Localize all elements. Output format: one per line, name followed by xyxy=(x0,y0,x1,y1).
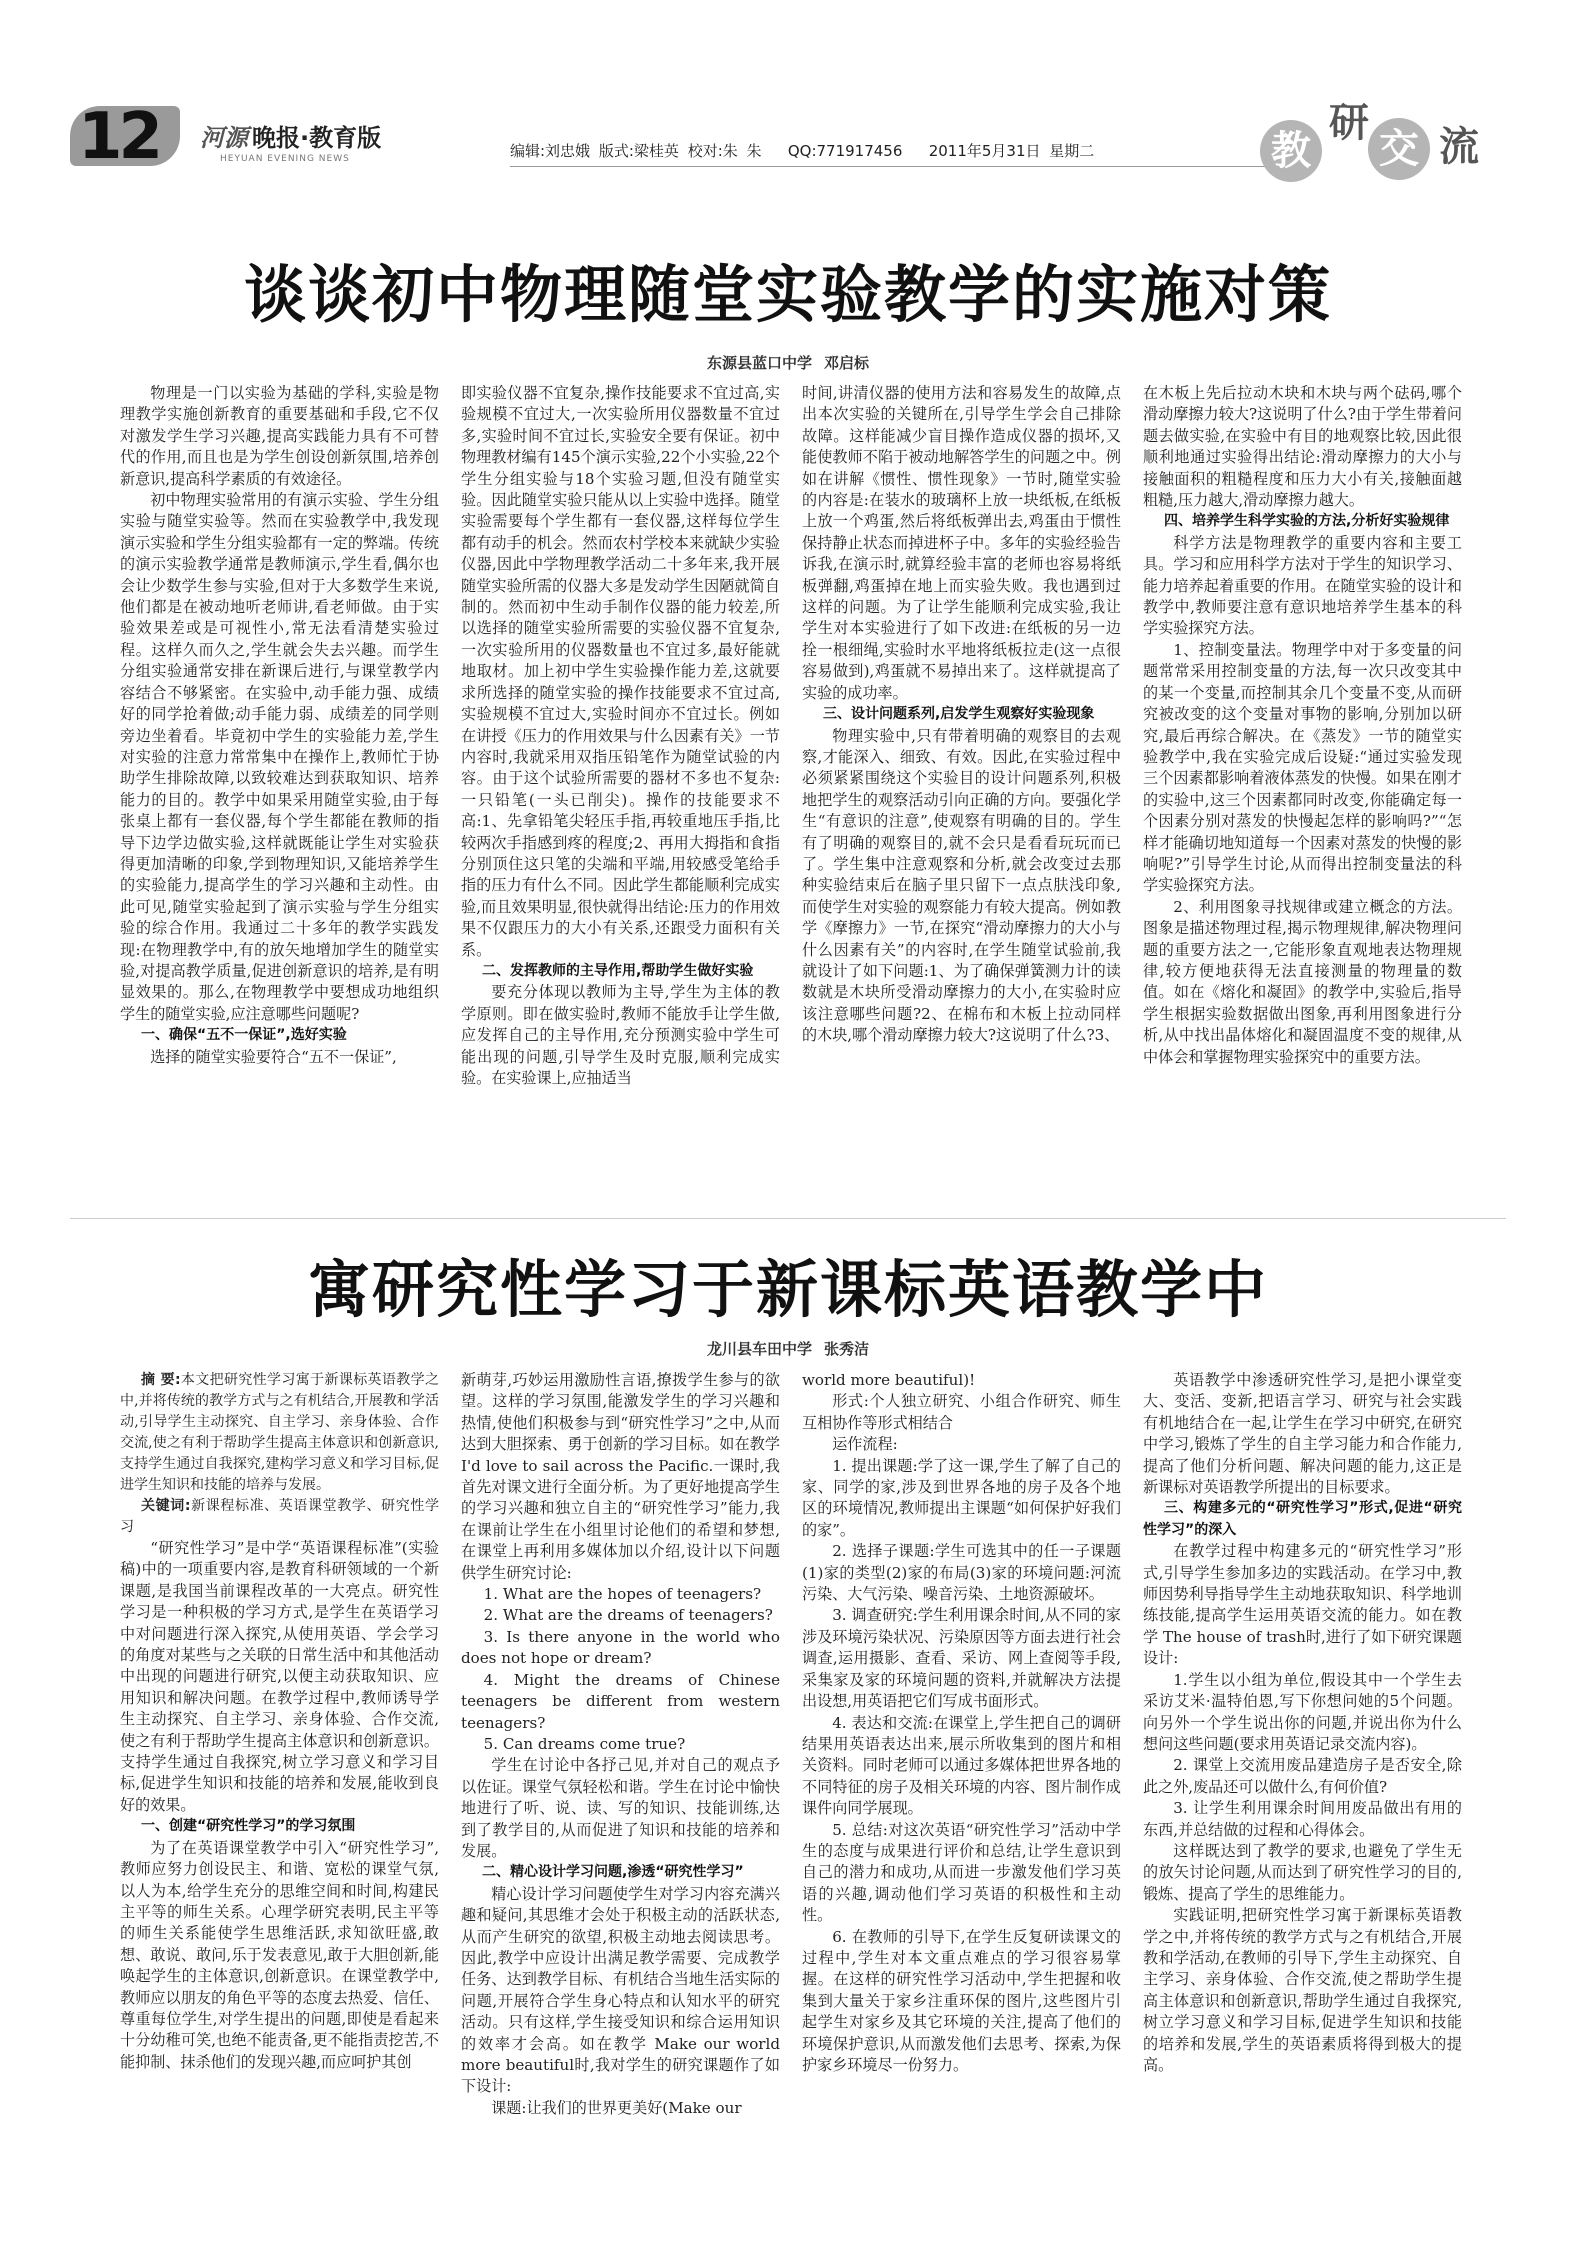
question-item: 4. Might the dreams of Chinese teenagers be different from western teenagers? xyxy=(461,1670,780,1732)
body-paragraph: 3. 调查研究:学生利用课余时间,从不同的家涉及环境污染状况、污染原因等方面去进行社会调查,运用摄影、查看、采访、网上查阅等手段,采集家及家的环境问题的资料,并就解决方法提出设想,用英语把它们写成书面形式。 xyxy=(802,1606,1121,1711)
column-tag-char: 教 xyxy=(1260,120,1322,182)
issue-date: 2011年5月31日 xyxy=(928,142,1041,160)
column-tag-char: 流 xyxy=(1439,124,1479,170)
section-heading: 三、构建多元的“研究性学习”形式,促进“研究性学习”的深入 xyxy=(1143,1500,1462,1538)
body-paragraph: 1.学生以小组为单位,假设其中一个学生去采访艾米·温特伯恩,写下你想问她的5个问题。向另外一个学生说出你的问题,并说出你为什么想问这些问题(要求用英语记录交流内容)。 xyxy=(1143,1670,1462,1753)
article2-column xyxy=(1143,1370,1462,2188)
question-item: 2. What are the dreams of teenagers? xyxy=(483,1606,773,1625)
body-paragraph: 这样既达到了教学的要求,也避免了学生无的放矢讨论问题,从而达到了研究性学习的目的,锻炼、提高了学生的思维能力。 xyxy=(1143,1841,1462,1903)
article1-column xyxy=(120,383,439,1205)
body-paragraph: 物理是一门以实验为基础的学科,实验是物理教学实施创新教育的重要基础和手段,它不仅对激发学生学习兴趣,提高实践能力具有不可替代的作用,而且也是为学生创设创新氛围,培养创新意识,提高科学素质的有效途径。 xyxy=(120,384,439,488)
article1-byline xyxy=(0,352,1576,373)
body-paragraph: 1. 提出课题:学了这一课,学生了解了自己的家、同学的家,涉及到世界各地的房子及各个地区的环境情况,教师提出主课题“如何保护好我们的家”。 xyxy=(802,1456,1121,1539)
body-paragraph: world more beautiful)! xyxy=(802,1371,976,1389)
article1-school: 东源县蓝口中学 xyxy=(706,354,812,372)
section-heading: 二、发挥教师的主导作用,帮助学生做好实验 xyxy=(482,962,754,979)
paper-logo xyxy=(200,118,381,153)
article2-body xyxy=(120,1370,1468,2188)
body-paragraph: 在木板上先后拉动木块和木块与两个砝码,哪个滑动摩擦力较大?这说明了什么?由于学生带着问题去做实验,在实验中有目的地观察比较,因此很顺利地通过实验得出结论:滑动摩擦力的大小与接触面积的粗糙程度和压力大小有关,接触面越粗糙,压力越大,滑动摩擦力越大。 xyxy=(1143,384,1462,510)
article2-byline xyxy=(0,1338,1576,1359)
body-paragraph: 课题:让我们的世界更美好(Make our xyxy=(491,2098,742,2117)
body-paragraph: 英语教学中渗透研究性学习,是把小课堂变大、变活、变新,把语言学习、研究与社会实践有机地结合在一起,让学生在学习中研究,在研究中学习,锻炼了学生的自主学习能力和合作能力,提高了他们分析问题、解决问题的能力,这正是新课标对英语教学所提出的目标要求。 xyxy=(1143,1371,1462,1497)
question-item: 1. What are the hopes of teenagers? xyxy=(483,1585,762,1604)
body-paragraph: 选择的随堂实验要符合“五不一保证”, xyxy=(150,1047,397,1066)
section-heading: 一、创建“研究性学习”的学习氛围 xyxy=(141,1818,356,1835)
body-paragraph: 初中物理实验常用的有演示实验、学生分组实验与随堂实验等。然而在实验教学中,我发现演示实验和学生分组实验都有一定的弊端。传统的演示实验教学通常是教师演示,学生看,偶尔也会让少数学生参与实验,但对于大多数学生来说,他们都是在被动地听老师讲,看老师做。由于实验效果差或是可视性小,常无法看清楚实验过程。这样久而久之,学生就会失去兴趣。而学生分组实验通常安排在新课后进行,与课堂教学内容结合不够紧密。在实验中,动手能力强、成绩好的同学抢着做;动手能力弱、成绩差的同学则旁边坐着看。毕竟初中学生的实验能力差,学生对实验的注意力常常集中在操作上,教师忙于协助学生排除故障,以致较难达到获取知识、培养能力的目的。教学中如果采用随堂实验,由于每张桌上都有一套仪器,每个学生都能在教师的指导下边学边做实验,这样就既能让学生对实验获得更加清晰的印象,学到物理知识,又能培养学生的实验能力,提高学生的学习兴趣和主动性。由此可见,随堂实验起到了演示实验与学生分组实验的综合作用。我通过二十多年的教学实践发现:在物理教学中,有的放矢地增加学生的随堂实验,对提高教学质量,促进创新意识的培养,是有明显效果的。那么,在物理教学中要想成功地组织学生的随堂实验,应注意哪些问题呢? xyxy=(120,491,439,1023)
section-heading: 四、培养学生科学实验的方法,分析好实验规律 xyxy=(1164,513,1450,530)
body-paragraph: 2. 选择子课题:学生可选其中的任一子课题(1)家的类型(2)家的布局(3)家的环境问题:河流污染、大气污染、噪音污染、土地资源破坏。 xyxy=(802,1542,1121,1604)
abstract-text: 本文把研究性学习寓于新课标英语教学之中,并将传统的教学方式与之有机结合,开展教和学活动,引导学生主动探究、自主学习、亲身体验、合作交流,使之有利于帮助学生提高主体意识和创新意识,支持学生通过自我探究,建构学习意义和学习目标,促进学生知识和技能的培养与发展。 xyxy=(120,1372,439,1493)
article1-column xyxy=(1143,383,1462,1205)
column-tag-char: 研 xyxy=(1329,100,1369,146)
article2-title: 寓研究性学习于新课标英语教学中 xyxy=(307,1253,1268,1326)
abstract-paragraph xyxy=(120,1496,439,1538)
page-number: 12 xyxy=(78,100,160,174)
issue-weekday: 星期二 xyxy=(1049,142,1095,160)
body-paragraph: 运作流程: xyxy=(832,1435,898,1454)
body-paragraph: 2、利用图象寻找规律或建立概念的方法。图象是描述物理过程,揭示物理规律,解决物理问题的重要方法之一,它能形象直观地表达物理规律,较方便地获得无法直接测量的物理量的数值。如在《熔化和凝固》的教学中,实验后,指导学生根据实验数据做出图象,再利用图象进行分析,从中找出晶体熔化和凝固温度不变的规律,从中体会和掌握物理实验探究中的重要方法。 xyxy=(1143,897,1462,1066)
column-tag-char: 交 xyxy=(1368,118,1430,180)
abstract-text: 新课程标准、英语课堂教学、研究性学习 xyxy=(120,1498,439,1535)
body-paragraph: 4. 表达和交流:在课堂上,学生把自己的调研结果用英语表达出来,展示所收集到的图片和相关资料。同时老师可以通过多媒体把世界各地的不同特征的房子及相关环境的内容、图片制作成课件向同学展现。 xyxy=(802,1713,1121,1818)
masthead-rule xyxy=(510,166,1280,167)
article2-author: 张秀洁 xyxy=(824,1340,870,1358)
proof-credit: 校对:朱 朱 xyxy=(687,142,762,160)
abstract-label: 摘 要: xyxy=(141,1372,181,1388)
body-paragraph: 实践证明,把研究性学习寓于新课标英语教学之中,并将传统的教学方式与之有机结合,开展教和学活动,在教师的引导下,学生主动探究、自主学习、亲身体验、合作交流,使之帮助学生提高主体意识和创新意识,帮助学生通过自我探究,树立学习意义和学习目标,促进学生知识和技能的培养和发展,学生的英语素质将得到极大的提高。 xyxy=(1143,1906,1462,2074)
body-paragraph: 科学方法是物理教学的重要内容和主要工具。学习和应用科学方法对于学生的知识学习、能力培养起着重要的作用。在随堂实验的设计和教学中,教师要注意有意识地培养学生基本的科学实验探究方法。 xyxy=(1143,533,1462,638)
masthead xyxy=(70,96,1490,176)
section-heading: 二、精心设计学习问题,渗透“研究性学习” xyxy=(482,1864,744,1881)
body-paragraph: 1、控制变量法。物理学中对于多变量的问题常常采用控制变量的方法,每一次只改变其中的某一个变量,而控制其余几个变量不变,从而研究被改变的这个变量对事物的影响,分别加以研究,最后再综合解决。在《蒸发》一节的随堂实验教学中,我在实验完成后设疑:“通过实验发现三个因素都影响着液体蒸发的快慢。如果在刚才的实验中,这三个因素都同时改变,你能确定每一个因素分别对蒸发的快慢起怎样的影响吗?”“怎样才能确切地知道每一个因素对蒸发的快慢的影响呢?”引导学生讨论,从而得出控制变量法的科学实验探究方法。 xyxy=(1143,640,1462,895)
section-heading: 一、确保“五不一保证”,选好实验 xyxy=(141,1027,347,1044)
article1-author: 邓启标 xyxy=(824,354,870,372)
column-tag xyxy=(1240,96,1490,186)
body-paragraph: 在教学过程中构建多元的“研究性学习”形式,引导学生参加多边的实践活动。在学习中,教师因势利导指导学生主动地获取知识、科学地训练技能,提高学生运用英语交流的能力。如在教学 The house of trash时,进行了如下研究课题设计: xyxy=(1143,1542,1462,1668)
editor-credit: 编辑:刘忠娥 xyxy=(510,142,591,160)
article1-column xyxy=(461,383,780,1205)
article1-column xyxy=(802,383,1121,1205)
abstract-paragraph xyxy=(120,1370,439,1496)
layout-credit: 版式:梁桂英 xyxy=(598,142,679,160)
body-paragraph: 5. 总结:对这次英语“研究性学习”活动中学生的态度与成果进行评价和总结,让学生意识到自己的潜力和成功,从而进一步激发他们学习英语的兴趣,调动他们学习英语的积极性和主动性。 xyxy=(802,1820,1121,1925)
body-paragraph: 时间,讲清仪器的使用方法和容易发生的故障,点出本次实验的关键所在,引导学生学会自己排除故障。这样能减少盲目操作造成仪器的损坏,又能使教师不陷于被动地解答学生的问题之中。例如在讲解《惯性、惯性现象》一节时,随堂实验的内容是:在装水的玻璃杯上放一块纸板,在纸板上放一个鸡蛋,然后将纸板弹出去,鸡蛋由于惯性保持静止状态而掉进杯子中。多年的实验经验告诉我,在演示时,就算经验丰富的老师也容易将纸板弹翻,鸡蛋掉在地上而实验失败。我也遇到过这样的问题。为了让学生能顺利完成实验,我让学生对本实验进行了如下改进:在纸板的另一边拴一根细绳,实验时水平地将纸板拉走(这一点很容易做到),鸡蛋就不易掉出来了。这样就提高了实验的成功率。 xyxy=(802,384,1121,702)
body-paragraph: “研究性学习”是中学“英语课程标准”(实验稿)中的一项重要内容,是教育科研领域的一个新课题,是我国当前课程改革的一大亮点。研究性学习是一种积极的学习方式,是学生在英语学习中对问题进行深入探究,从使用英语、学会学习的角度对某些与之关联的日常生活中和其他活动中出现的问题进行研究,以便主动获取知识、应用知识和解决问题。在教学过程中,教师诱导学生主动探究、自主学习、亲身体验、合作交流,使之有利于帮助学生提高主体意识和创新意识。支持学生通过自我探究,树立学习意义和学习目标,促进学生知识和技能的培养和发展,能收到良好的效果。 xyxy=(120,1539,439,1814)
article1-title: 谈谈初中物理随堂实验教学的实施对策 xyxy=(243,258,1332,331)
qq-contact: QQ:771917456 xyxy=(787,142,903,160)
masthead-info xyxy=(510,140,1094,161)
body-paragraph: 学生在讨论中各抒己见,并对自己的观点予以佐证。课堂气氛轻松和谐。学生在讨论中愉快地进行了听、说、读、写的知识、技能训练,达到了教学目的,从而促进了知识和技能的培养和发展。 xyxy=(461,1756,780,1860)
body-paragraph: 2. 课堂上交流用废品建造房子是否安全,除此之外,废品还可以做什么,有何价值? xyxy=(1143,1756,1462,1796)
article1-body xyxy=(120,383,1468,1205)
body-paragraph: 物理实验中,只有带着明确的观察目的去观察,才能深入、细致、有效。因此,在实验过程中必须紧紧围绕这个实验目的设计问题系列,积极地把学生的观察活动引向正确的方向。要强化学生“有意识的注意”,使观察有明确的目的。学生有了明确的观察目的,就不会只是看看玩玩而已了。学生集中注意观察和分析,就会改变过去那种实验结束后在脑子里只留下一点点肤浅印象,而使学生对实验的观察能力有较大提高。例如教学《摩擦力》一节,在探究“滑动摩擦力的大小与什么因素有关”的内容时,在学生随堂试验前,我就设计了如下问题:1、为了确保弹簧测力计的读数就是木块所受滑动摩擦力的大小,在实验时应该注意哪些问题?2、在棉布和木板上拉动同样的木块,哪个滑动摩擦力较大?这说明了什么?3、 xyxy=(802,726,1121,1045)
paper-subtitle: HEYUAN EVENING NEWS xyxy=(220,154,350,164)
body-paragraph: 要充分体现以教师为主导,学生为主体的教学原则。即在做实验时,教师不能放手让学生做,应发挥自己的主导作用,充分预测实验中学生可能出现的问题,引导学生及时克服,顺利完成实验。在实验课上,应抽适当 xyxy=(461,983,780,1087)
body-paragraph: 精心设计学习问题使学生对学习内容充满兴趣和疑问,其思维才会处于积极主动的活跃状态,从而产生研究的欲望,积极主动地去阅读思考。因此,教学中应设计出满足教学需要、完成教学任务、达到教学目标、有机结合当地生活实际的问题,开展符合学生身心特点和认知水平的研究活动。只有这样,学生接受知识和综合运用知识的效率才会高。如在教学 Make our world more beautiful时,我对学生的研究课题作了如下设计: xyxy=(461,1884,780,2096)
body-paragraph: 即实验仪器不宜复杂,操作技能要求不宜过高,实验规模不宜过大,一次实验所用仪器数量不宜过多,实验时间不宜过长,实验安全要有保证。初中物理教材编有145个演示实验,22个小实验,22个学生分组实验与18个实验习题,但没有随堂实验。因此随堂实验只能从以上实验中选择。随堂实验需要每个学生都有一套仪器,这样每位学生都有动手的机会。然而农村学校本来就缺少实验仪器,因此中学物理教学活动二十多年来,我开展随堂实验所需的仪器大多是发动学生因陋就简自制的。然而初中生动手制作仪器的能力较差,所以选择的随堂实验所需要的实验仪器不宜复杂,一次实验所用的仪器数量也不宜过多,最好能就地取材。加上初中学生实验操作能力差,这就要求所选择的随堂实验的操作技能要求不宜过高,实验规模不宜过大,实验时间亦不宜过长。例如在讲授《压力的作用效果与什么因素有关》一节内容时,我就采用双指压铅笔作为随堂试验的内容。由于这个试验所需要的器材不多也不复杂:一只铅笔(一头已削尖)。操作的技能要求不高:1、先拿铅笔尖轻压手指,再较重地压手指,比较两次手指感到疼的程度;2、再用大拇指和食指分别顶住这只笔的尖端和平端,用较感受笔给手指的压力有什么不同。因此学生都能顺利完成实验,而且效果明显,很快就得出结论:压力的作用效果不仅跟压力的大小有关系,还跟受力面积有关系。 xyxy=(461,384,780,959)
article2-column xyxy=(120,1370,439,2188)
body-paragraph: 新萌芽,巧妙运用激励性言语,撩拨学生参与的欲望。这样的学习氛围,能激发学生的学习兴趣和热情,使他们积极参与到“研究性学习”之中,从而达到大胆探索、勇于创新的学习目标。如在教学 I'd love to sail across the Pacific.一课时,我首先对课文进行全面分析。为了更好地提高学生的学习兴趣和独立自主的“研究性学习”能力,我在课前让学生在小组里讨论他们的希望和梦想,在课堂上再利用多媒体加以介绍,设计以下问题供学生研究讨论: xyxy=(461,1371,780,1582)
body-paragraph: 6. 在教师的引导下,在学生反复研读课文的过程中,学生对本文重点难点的学习很容易掌握。在这样的研究性学习活动中,学生把握和收集到大量关于家乡注重环保的图片,这些图片引起学生对家乡及其它环境的关注,提高了他们的环境保护意识,从而激发他们去思考、探索,为保护家乡环境尽一份努力。 xyxy=(802,1927,1121,2074)
paper-name: 晚报·教育版 xyxy=(252,124,382,152)
question-item: 5. Can dreams come true? xyxy=(483,1734,686,1753)
article-divider xyxy=(70,1218,1506,1219)
body-paragraph: 为了在英语课堂教学中引入“研究性学习”,教师应努力创设民主、和谐、宽松的课堂气氛,以人为本,给学生充分的思维空间和时间,构建民主平等的师生关系。心理学研究表明,民主平等的师生关系能使学生思维活跃,求知欲旺盛,敢想、敢说、敢问,乐于发表意见,敢于大胆创新,能唤起学生的主体意识,创新意识。在课堂教学中,教师应以朋友的角色平等的态度去热爱、信任、尊重每位学生,对学生提出的问题,即使是看起来十分幼稚可笑,也绝不能责备,更不能指责挖苦,不能抑制、抹杀他们的发现兴趣,而应呵护其创 xyxy=(120,1838,439,2071)
article2-column xyxy=(461,1370,780,2188)
question-item: 3. Is there anyone in the world who does not hope or dream? xyxy=(461,1627,780,1668)
paper-brand: 河源 xyxy=(200,124,248,152)
article2-school: 龙川县车田中学 xyxy=(706,1340,812,1358)
article2-column xyxy=(802,1370,1121,2188)
abstract-label: 关键词: xyxy=(141,1498,191,1514)
section-heading: 三、设计问题系列,启发学生观察好实验现象 xyxy=(823,706,1095,723)
body-paragraph: 3. 让学生利用课余时间用废品做出有用的东西,并总结做的过程和心得体会。 xyxy=(1143,1799,1462,1839)
page-number-badge xyxy=(70,100,180,174)
body-paragraph: 形式:个人独立研究、小组合作研究、师生互相协作等形式相结合 xyxy=(802,1392,1121,1432)
